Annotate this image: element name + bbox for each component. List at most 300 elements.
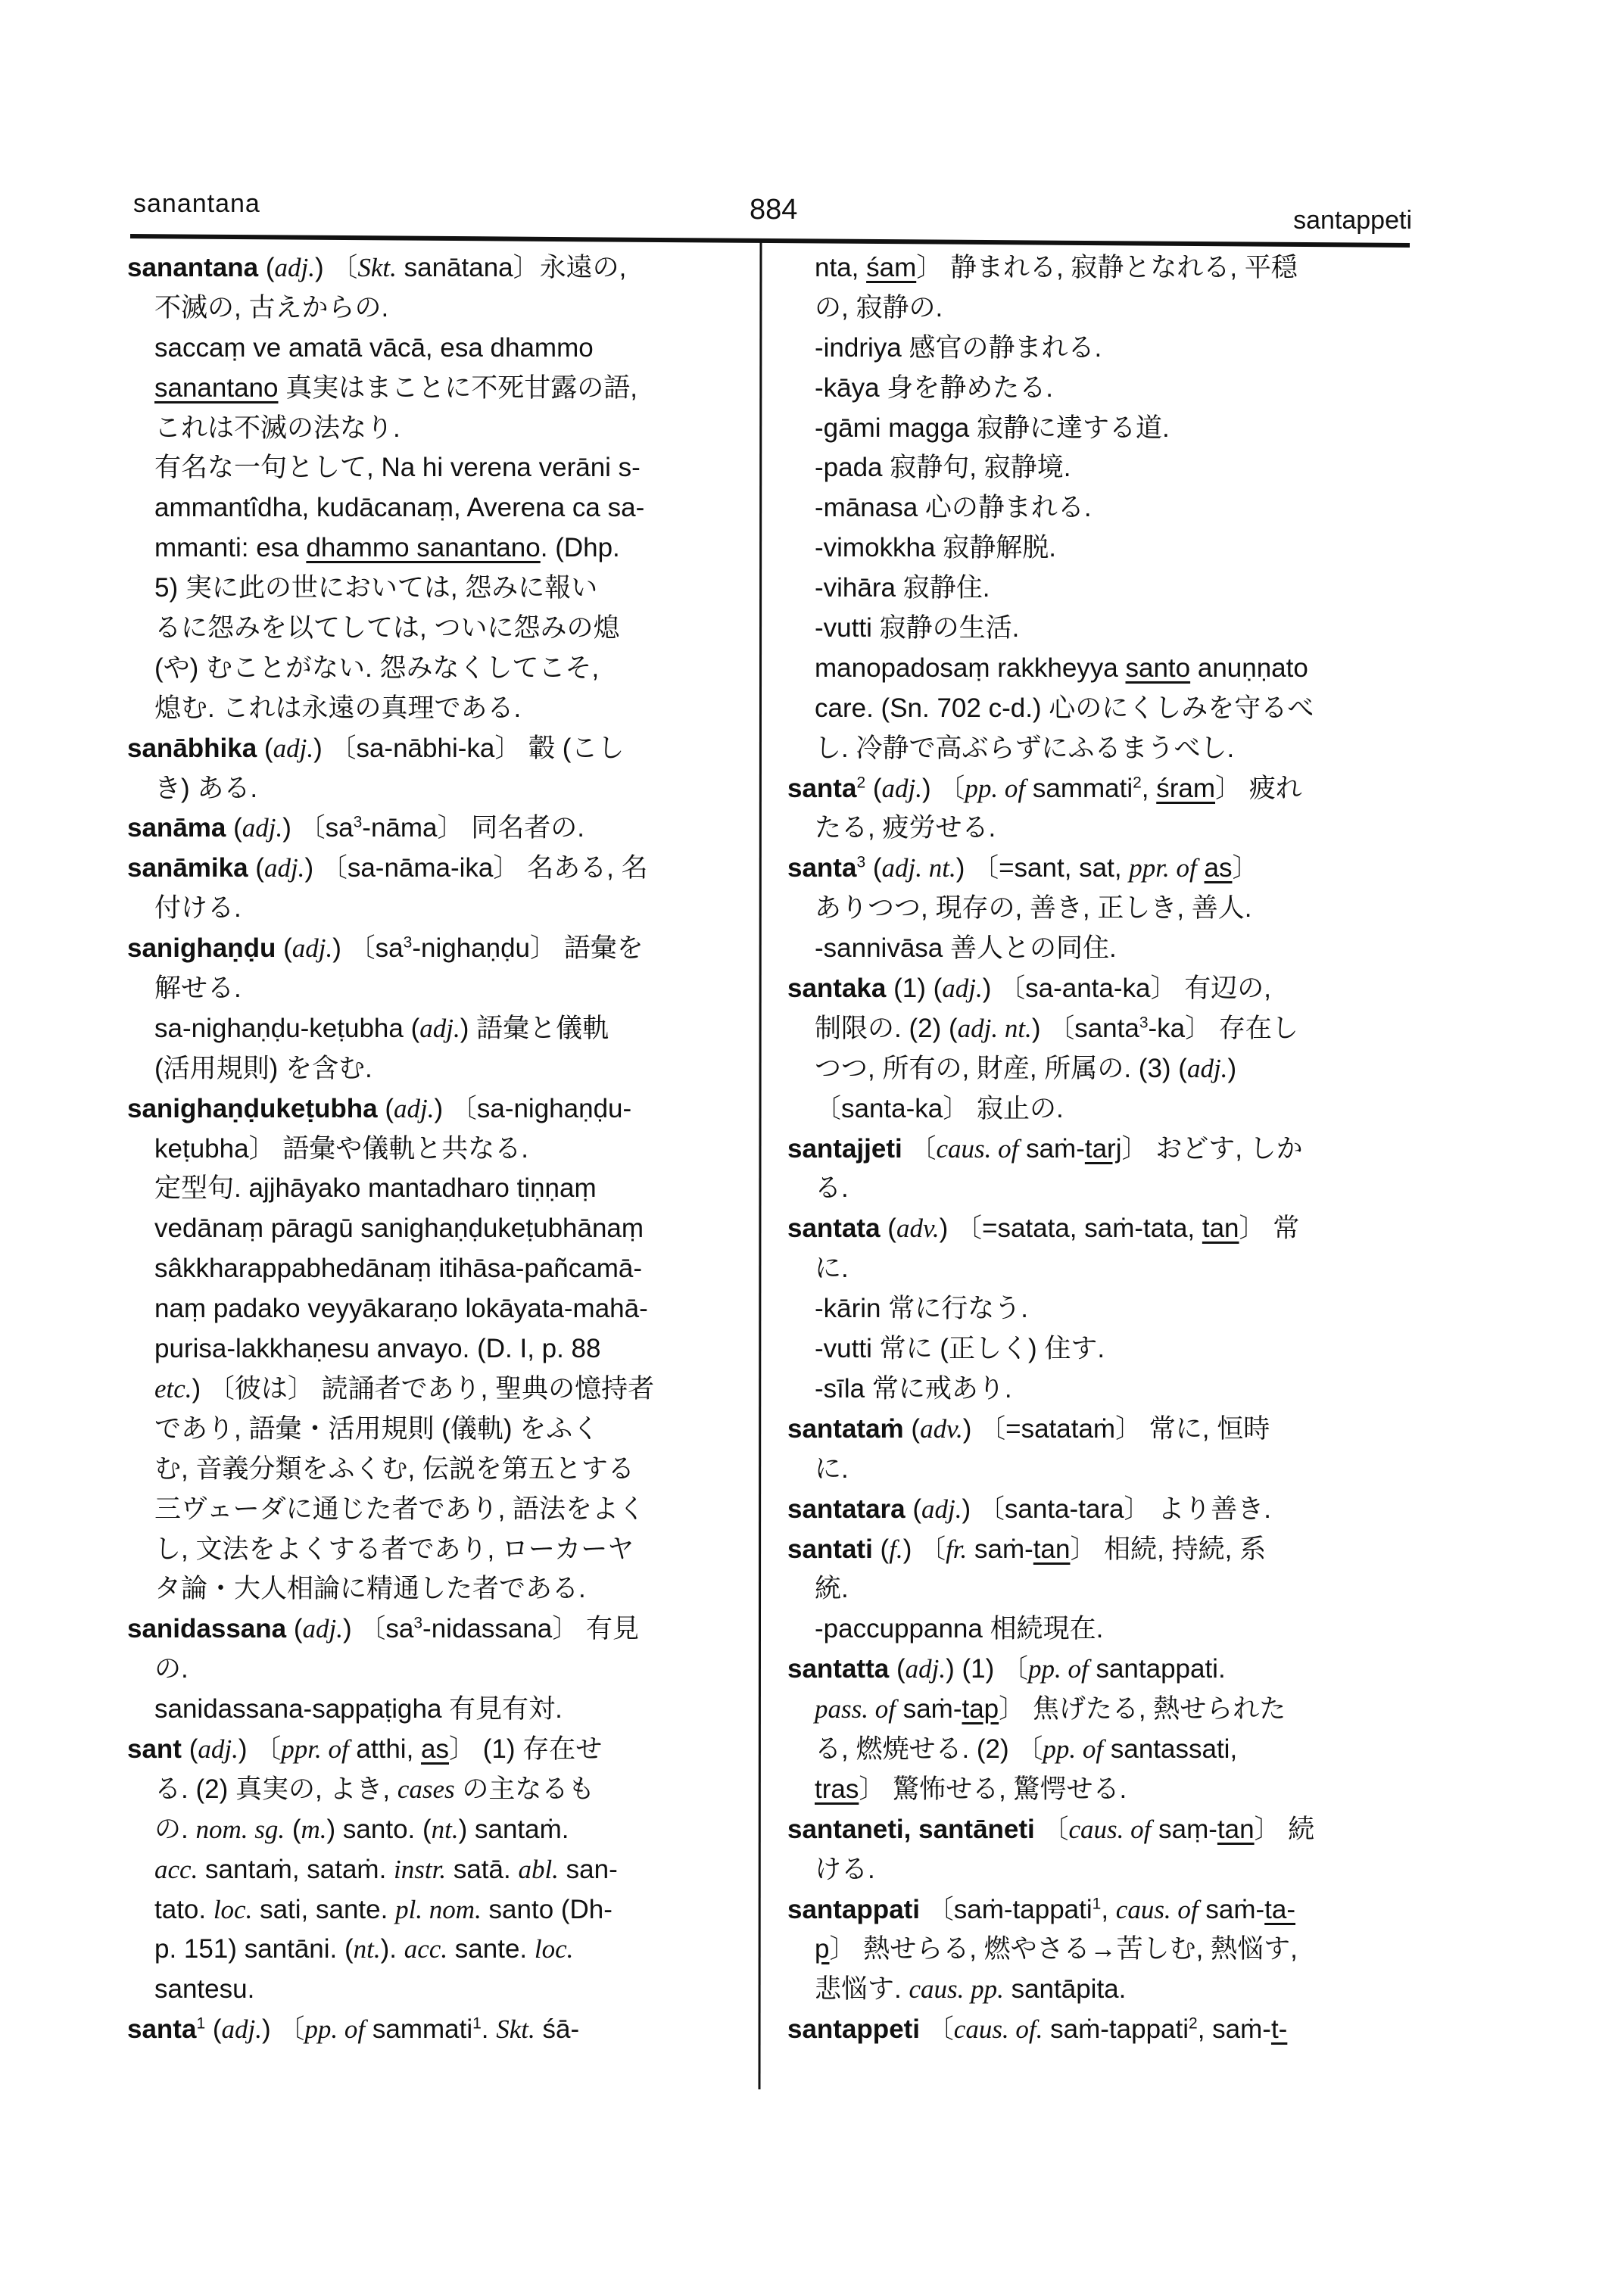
entry-text: santo (Dh- — [481, 1894, 613, 1924]
entry-text: -gāmi magga 寂静に達する道. — [815, 413, 1170, 443]
headword: santaka — [787, 974, 887, 1004]
root-underlined: t- — [1270, 2014, 1288, 2045]
entry-text: ammantîdha, kudācanaṃ, Averena ca sa- — [154, 493, 645, 523]
entry-text: ( — [286, 1614, 303, 1644]
grammar-abbrev: adj. — [921, 1494, 962, 1524]
entry-text: śā- — [535, 2014, 580, 2045]
entry-text: 〔santa-ka〕 寂止の. — [815, 1093, 1064, 1123]
entry-text: (活用規則) を含む. — [154, 1053, 372, 1083]
root-underlined: tras — [815, 1774, 859, 1804]
headword: sanantana — [127, 253, 259, 282]
entry-text: -kāya 身を静めたる. — [815, 372, 1054, 403]
dictionary-line — [787, 1369, 1412, 1410]
dictionary-entry — [787, 1410, 1412, 1490]
dictionary-line — [787, 1930, 1412, 1970]
dictionary-line — [127, 288, 740, 329]
dictionary-line — [787, 1650, 1412, 1690]
entry-text: 〔 — [920, 2014, 954, 2045]
root-underlined: p — [815, 1934, 830, 1964]
dictionary-line — [127, 609, 740, 649]
entry-text: saṁ-tappati — [1043, 2014, 1189, 2045]
headword: santa — [127, 2014, 197, 2045]
grammar-abbrev: Skt. — [357, 253, 397, 282]
entry-text: 悲悩す. — [815, 1974, 909, 2005]
dictionary-entry — [127, 808, 740, 849]
dictionary-line — [787, 1970, 1412, 2010]
grammar-abbrev: nom. sg. — [195, 1814, 285, 1844]
entry-text: ( — [276, 933, 292, 964]
dictionary-line — [127, 1650, 740, 1690]
dictionary-line — [127, 929, 740, 969]
entry-text: -vutti 常に (正しく) 住す. — [815, 1334, 1105, 1364]
entry-text: satā. — [446, 1854, 519, 1884]
grammar-abbrev: cases — [397, 1774, 455, 1804]
entry-text: atthi, — [348, 1734, 422, 1764]
dictionary-entry — [127, 929, 740, 1089]
dictionary-line — [127, 1770, 740, 1810]
dictionary-entry — [787, 769, 1412, 849]
entry-text: 〕 (1) 存在せ — [449, 1734, 603, 1764]
grammar-abbrev: pp. of — [965, 773, 1026, 803]
entry-text: ( — [865, 853, 882, 883]
dictionary-line — [127, 1810, 740, 1850]
grammar-abbrev: pp. of — [304, 2014, 366, 2045]
header-rule — [130, 236, 1410, 245]
dictionary-line — [787, 288, 1412, 329]
entry-text: し, 文法をよくする者であり, ローカーヤ — [154, 1534, 634, 1564]
entry-text: tato. — [154, 1894, 214, 1924]
left-column — [127, 248, 740, 2050]
entry-text: saṁ- — [1018, 1133, 1085, 1164]
entry-text: 解せる. — [154, 974, 242, 1004]
entry-text: 定型句. ajjhāyako mantadharo tiṇṇaṃ — [154, 1173, 597, 1204]
root-underlined: tan — [1202, 1213, 1239, 1244]
dictionary-entry — [787, 2010, 1412, 2050]
dictionary-entry — [787, 1650, 1412, 1810]
headword: sanighaṇḍukeṭubha — [127, 1093, 378, 1123]
entry-text: の, 寂静の. — [815, 292, 943, 322]
dictionary-line — [127, 448, 740, 488]
grammar-abbrev: ppr. of — [281, 1734, 349, 1764]
dictionary-line — [787, 409, 1412, 449]
dictionary-line — [127, 1730, 740, 1770]
grammar-abbrev: nt. — [353, 1934, 381, 1964]
dictionary-line — [127, 1129, 740, 1170]
entry-text: 制限の. (2) ( — [815, 1013, 958, 1043]
grammar-abbrev: adj. — [905, 1654, 946, 1684]
entry-text: 〕 静まれる, 寂静となれる, 平穏 — [916, 253, 1298, 282]
entry-text: の. — [154, 1654, 189, 1684]
entry-text: ) santo. ( — [326, 1814, 432, 1844]
entry-text: ( — [226, 813, 242, 843]
entry-text: ( — [889, 1654, 906, 1684]
grammar-abbrev: adj. — [942, 974, 983, 1004]
entry-text: ( — [257, 733, 273, 763]
entry-text: , — [1141, 773, 1157, 803]
entry-text: ) 〔sa — [332, 933, 404, 964]
entry-text: タ論・大人相論に精通した者である. — [154, 1574, 586, 1604]
entry-text: p. 151) santāni. ( — [154, 1934, 354, 1964]
dictionary-line — [127, 248, 740, 288]
entry-text: ) 〔 — [238, 1734, 282, 1764]
entry-text: の主なるも — [454, 1774, 595, 1804]
dictionary-line — [127, 889, 740, 929]
dictionary-line — [787, 1169, 1412, 1209]
grammar-abbrev: etc. — [154, 1373, 192, 1404]
root-underlined: dhammo sanantano — [306, 533, 541, 563]
headword: santappati — [787, 1894, 921, 1924]
entry-text: ). — [380, 1934, 404, 1964]
superscript-number: 2 — [1133, 773, 1142, 791]
dictionary-line — [127, 1049, 740, 1089]
dictionary-line — [787, 1569, 1412, 1609]
dictionary-line — [127, 969, 740, 1009]
root-underlined: santo — [1125, 653, 1191, 683]
superscript-number: 2 — [1189, 2014, 1198, 2033]
headword: santa — [787, 773, 857, 803]
dictionary-line — [127, 1930, 740, 1970]
grammar-abbrev: pp. of — [1027, 1654, 1089, 1684]
dictionary-line — [787, 1730, 1412, 1770]
entry-text: -vutti 寂静の生活. — [815, 613, 1020, 643]
grammar-abbrev: ppr. of — [1129, 853, 1197, 883]
entry-text: sanātana〕永遠の, — [396, 253, 627, 282]
dictionary-line — [787, 1289, 1412, 1329]
grammar-abbrev: adj. nt. — [881, 853, 956, 883]
dictionary-line — [127, 488, 740, 528]
grammar-abbrev: acc. — [154, 1854, 198, 1884]
entry-text: . — [481, 2014, 497, 2045]
dictionary-line — [787, 808, 1412, 849]
dictionary-line — [787, 1810, 1412, 1850]
headword: sanābhika — [127, 733, 257, 763]
entry-text: -vihāra 寂静住. — [815, 573, 990, 603]
entry-text: 不滅の, 古えからの. — [154, 292, 389, 322]
entry-text: -pada 寂静句, 寂静境. — [815, 453, 1071, 483]
grammar-abbrev: pp. of — [1043, 1734, 1104, 1764]
dictionary-line — [787, 1890, 1412, 1930]
dictionary-line — [127, 369, 740, 409]
dictionary-line — [127, 1009, 740, 1049]
dictionary-entry — [787, 1890, 1412, 2011]
entry-text: san- — [558, 1854, 618, 1884]
entry-text: ( — [872, 1534, 890, 1564]
headword: santati — [787, 1534, 873, 1564]
dictionary-line — [127, 1089, 740, 1129]
grammar-abbrev: f. — [889, 1534, 903, 1564]
dictionary-entry — [787, 1129, 1412, 1210]
entry-text: ) santaṁ. — [458, 1814, 569, 1844]
dictionary-line — [787, 1129, 1412, 1170]
dictionary-entry — [127, 2010, 740, 2050]
entry-text: ) — [1227, 1053, 1237, 1083]
grammar-abbrev: caus. of — [1068, 1814, 1152, 1844]
dictionary-line — [787, 1850, 1412, 1890]
entry-text: の. — [154, 1814, 196, 1844]
superscript-number: 3 — [353, 813, 363, 831]
dictionary-line — [787, 248, 1412, 288]
root-underlined: as — [1204, 853, 1233, 883]
dictionary-line — [127, 1609, 740, 1650]
dictionary-entry — [127, 1089, 740, 1610]
dictionary-line — [127, 1890, 740, 1930]
running-head-right: santappeti — [1293, 206, 1412, 235]
dictionary-line — [787, 1209, 1412, 1249]
dictionary-line — [787, 929, 1412, 969]
entry-text: -sīla 常に戒あり. — [815, 1373, 1012, 1404]
entry-text: ( — [865, 773, 882, 803]
dictionary-line — [127, 1970, 740, 2010]
superscript-number: 3 — [1139, 1014, 1149, 1032]
entry-text: 〕 焦げたる, 熱せられた — [999, 1694, 1286, 1724]
entry-text: ( — [248, 853, 264, 883]
dictionary-line — [787, 1770, 1412, 1810]
headword: santajjeti — [787, 1133, 902, 1164]
root-underlined: tan — [1033, 1534, 1071, 1564]
entry-text: purisa-lakkhaṇesu anvayo. (D. I, p. 88 — [154, 1334, 601, 1364]
dictionary-line — [787, 1450, 1412, 1490]
grammar-abbrev: abl. — [518, 1854, 559, 1884]
grammar-abbrev: adj. — [242, 813, 283, 843]
dictionary-entry — [127, 1730, 740, 2010]
dictionary-entry — [787, 969, 1412, 1129]
headword: sanidassana — [127, 1614, 287, 1644]
entry-text: ) 〔 — [262, 2014, 305, 2045]
dictionary-line — [787, 849, 1412, 889]
dictionary-line — [127, 1850, 740, 1890]
entry-text: ( — [205, 2014, 222, 2045]
dictionary-entry — [787, 1810, 1412, 1890]
superscript-number: 1 — [472, 2014, 482, 2033]
entry-text: manopadosaṃ rakkheyya — [815, 653, 1126, 683]
entry-text: saṁ- — [895, 1694, 962, 1724]
grammar-abbrev: acc. — [404, 1934, 448, 1964]
dictionary-line — [787, 1410, 1412, 1450]
entry-text: ( — [285, 1814, 301, 1844]
entry-text: む, 音義分類をふくむ, 伝説を第五とする — [154, 1453, 634, 1484]
entry-text: ( — [880, 1213, 896, 1244]
entry-text: ( — [903, 1413, 921, 1444]
entry-text: -paccuppanna 相続現在. — [815, 1614, 1104, 1644]
entry-text: 〕 おどす, しか — [1121, 1133, 1303, 1164]
dictionary-line — [127, 409, 740, 449]
headword: santa — [787, 853, 857, 883]
entry-text: 〕 — [1232, 853, 1259, 883]
entry-text: 三ヴェーダに通じた者であり, 語法をよく — [154, 1494, 646, 1524]
dictionary-line — [127, 1329, 740, 1369]
entry-text: nta, — [815, 253, 867, 282]
entry-text: -nāma〕 同名者の. — [362, 813, 584, 843]
dictionary-line — [787, 609, 1412, 649]
headword: sanighaṇḍu — [127, 933, 276, 964]
entry-text: 熄む. これは永遠の真理である. — [154, 693, 522, 723]
grammar-abbrev: caus. of — [936, 1133, 1019, 1164]
entry-text: . (Dhp. — [540, 533, 620, 563]
dictionary-line — [787, 1490, 1412, 1530]
entry-text: たる, 疲労せる. — [815, 813, 996, 843]
dictionary-entry — [787, 1490, 1412, 1530]
root-underlined: tarj — [1084, 1133, 1122, 1164]
headword: sant — [127, 1734, 182, 1764]
entry-text: ) 〔=sant, sat, — [955, 853, 1130, 883]
dictionary-entry — [127, 729, 740, 809]
page-number: 884 — [750, 194, 798, 226]
entry-text: ) 〔 — [922, 773, 965, 803]
entry-text: 〕 常 — [1239, 1213, 1300, 1244]
entry-text: ( — [905, 1494, 922, 1524]
grammar-abbrev: pass. of — [815, 1694, 896, 1724]
dictionary-line — [127, 2010, 740, 2050]
entry-text: ) 〔=satata, saṁ-tata, — [939, 1213, 1202, 1244]
headword: santatta — [787, 1654, 890, 1684]
superscript-number: 3 — [413, 1614, 423, 1632]
dictionary-line — [127, 849, 740, 889]
entry-text: ける. — [815, 1854, 875, 1884]
headword: santata — [787, 1213, 881, 1244]
entry-text: sa-nighaṇḍu-keṭubha ( — [154, 1013, 420, 1043]
entry-text: saccaṃ ve amatā vācā, esa dhammo — [154, 332, 594, 363]
running-head-left: sanantana — [133, 189, 260, 218]
entry-text: に. — [815, 1453, 849, 1484]
grammar-abbrev: adj. — [273, 733, 314, 763]
grammar-abbrev: loc. — [534, 1934, 574, 1964]
dictionary-line — [787, 329, 1412, 369]
dictionary-entry — [127, 248, 740, 729]
entry-text: 〔 — [1034, 1814, 1069, 1844]
dictionary-line — [787, 369, 1412, 409]
superscript-number: 3 — [856, 853, 866, 871]
grammar-abbrev: adj. — [274, 253, 315, 282]
entry-text: -sannivāsa 善人との同住. — [815, 933, 1117, 964]
entry-text: -nighaṇḍu〕 語彙を — [412, 933, 644, 964]
dictionary-entry — [787, 849, 1412, 969]
entry-text: ) 〔=satataṁ〕 常に, 恒時 — [962, 1413, 1270, 1444]
dictionary-line — [787, 528, 1412, 569]
entry-text: -kārin 常に行なう. — [815, 1294, 1028, 1324]
entry-text: であり, 語彙・活用規則 (儀軌) をふく — [154, 1413, 600, 1444]
entry-text: ) 〔 — [315, 253, 358, 282]
root-underlined: tan — [1217, 1814, 1255, 1844]
entry-text: ) 〔sa — [343, 1614, 414, 1644]
grammar-abbrev: adj. — [1186, 1053, 1228, 1083]
entry-text: saṁ- — [967, 1534, 1033, 1564]
dictionary-line — [787, 689, 1412, 729]
entry-text: naṃ padako veyyākaraṇo lokāyata-mahā- — [154, 1294, 648, 1324]
entry-text: つつ, 所有の, 財産, 所属の. (3) ( — [815, 1053, 1187, 1083]
dictionary-line — [787, 1329, 1412, 1369]
entry-text: ) 〔sa-anta-ka〕 有辺の, — [982, 974, 1271, 1004]
grammar-abbrev: nt. — [431, 1814, 459, 1844]
dictionary-line — [127, 528, 740, 569]
headword: santatara — [787, 1494, 906, 1524]
dictionary-line — [127, 1169, 740, 1209]
dictionary-line — [787, 969, 1412, 1009]
entry-text: -nidassana〕 有見 — [422, 1614, 639, 1644]
superscript-number: 2 — [856, 773, 866, 791]
dictionary-line — [787, 729, 1412, 769]
grammar-abbrev: caus. of. — [953, 2014, 1043, 2045]
entry-text: 〕 相続, 持続, 系 — [1070, 1534, 1267, 1564]
grammar-abbrev: adj. — [291, 933, 333, 964]
dictionary-line — [787, 2010, 1412, 2050]
entry-text: 5) 実に此の世においては, 怨みに報い — [154, 573, 598, 603]
entry-text: santesu. — [154, 1974, 255, 2005]
entry-text: care. (Sn. 702 c-d.) 心のにくしみを守るべ — [815, 693, 1314, 723]
entry-text: 〕 続 — [1254, 1814, 1315, 1844]
entry-text: , saṁ- — [1197, 2014, 1271, 2045]
entry-text: る. (2) 真実の, よき, — [154, 1774, 397, 1804]
entry-text: ) (1) 〔 — [946, 1654, 1028, 1684]
dictionary-line — [787, 488, 1412, 528]
entry-text: るに怨みを以てしては, ついに怨みの熄 — [154, 613, 620, 643]
entry-text: る, 燃焼せる. (2) 〔 — [815, 1734, 1043, 1764]
entry-text: ( — [258, 253, 275, 282]
entry-text: 付ける. — [154, 893, 242, 924]
dictionary-line — [787, 1009, 1412, 1049]
dictionary-entry — [127, 1609, 740, 1730]
entry-text: vedānaṃ pāragū sanighaṇḍukeṭubhānaṃ — [154, 1213, 644, 1244]
entry-text: 有名な一句として, Na hi verena verāni s- — [154, 453, 641, 483]
headword: santaneti, santāneti — [787, 1814, 1035, 1844]
dictionary-line — [787, 1089, 1412, 1129]
root-underlined: śram — [1156, 773, 1216, 803]
dictionary-line — [127, 1369, 740, 1410]
entry-text: -indriya 感官の静まれる. — [815, 332, 1102, 363]
entry-text: ) 〔santa-tara〕 より善き. — [962, 1494, 1271, 1524]
dictionary-line — [787, 889, 1412, 929]
grammar-abbrev: adj. — [263, 853, 305, 883]
grammar-abbrev: adj. nt. — [957, 1013, 1032, 1043]
dictionary-line — [787, 448, 1412, 488]
dictionary-line — [127, 569, 740, 609]
entry-text: ( — [377, 1093, 394, 1123]
dictionary-line — [787, 1049, 1412, 1089]
grammar-abbrev: instr. — [394, 1854, 447, 1884]
entry-text: 〔 — [902, 1133, 937, 1164]
entry-text: 統. — [815, 1574, 849, 1604]
dictionary-line — [127, 649, 740, 689]
grammar-abbrev: adv. — [920, 1413, 963, 1444]
entry-text: 真実はまことに不死甘露の語, — [278, 372, 637, 403]
entry-text: し. 冷静で高ぶらずにふるまうべし. — [815, 733, 1235, 763]
dictionary-line — [127, 1450, 740, 1490]
entry-text: ありつつ, 現存の, 善き, 正しき, 善人. — [815, 893, 1252, 924]
entry-text: ) 〔sa-nābhi-ka〕 轂 (こし — [313, 733, 625, 763]
entry-text: mmanti: esa — [154, 533, 307, 563]
dictionary-line — [127, 1690, 740, 1730]
headword: sanāmika — [127, 853, 248, 883]
entry-text: 〕 疲れ — [1215, 773, 1302, 803]
dictionary-line — [127, 689, 740, 729]
dictionary-line — [127, 1209, 740, 1249]
dictionary-line — [127, 1410, 740, 1450]
entry-text: これは不滅の法なり. — [154, 413, 401, 443]
entry-text: -ka〕 存在し — [1148, 1013, 1298, 1043]
entry-text: る. — [815, 1173, 849, 1204]
entry-text: に. — [815, 1254, 849, 1284]
column-divider — [759, 241, 761, 2089]
entry-text: santāpita. — [1003, 1974, 1127, 2005]
dictionary-line — [787, 769, 1412, 809]
grammar-abbrev: adj. — [419, 1013, 460, 1043]
entry-text: (1) ( — [886, 974, 943, 1004]
entry-text: -vimokkha 寂静解脱. — [815, 533, 1056, 563]
dictionary-line — [127, 1530, 740, 1570]
grammar-abbrev: adj. — [881, 773, 922, 803]
root-underlined: sanantano — [154, 372, 279, 403]
dictionary-line — [127, 1289, 740, 1329]
superscript-number: 1 — [1092, 1894, 1102, 1912]
